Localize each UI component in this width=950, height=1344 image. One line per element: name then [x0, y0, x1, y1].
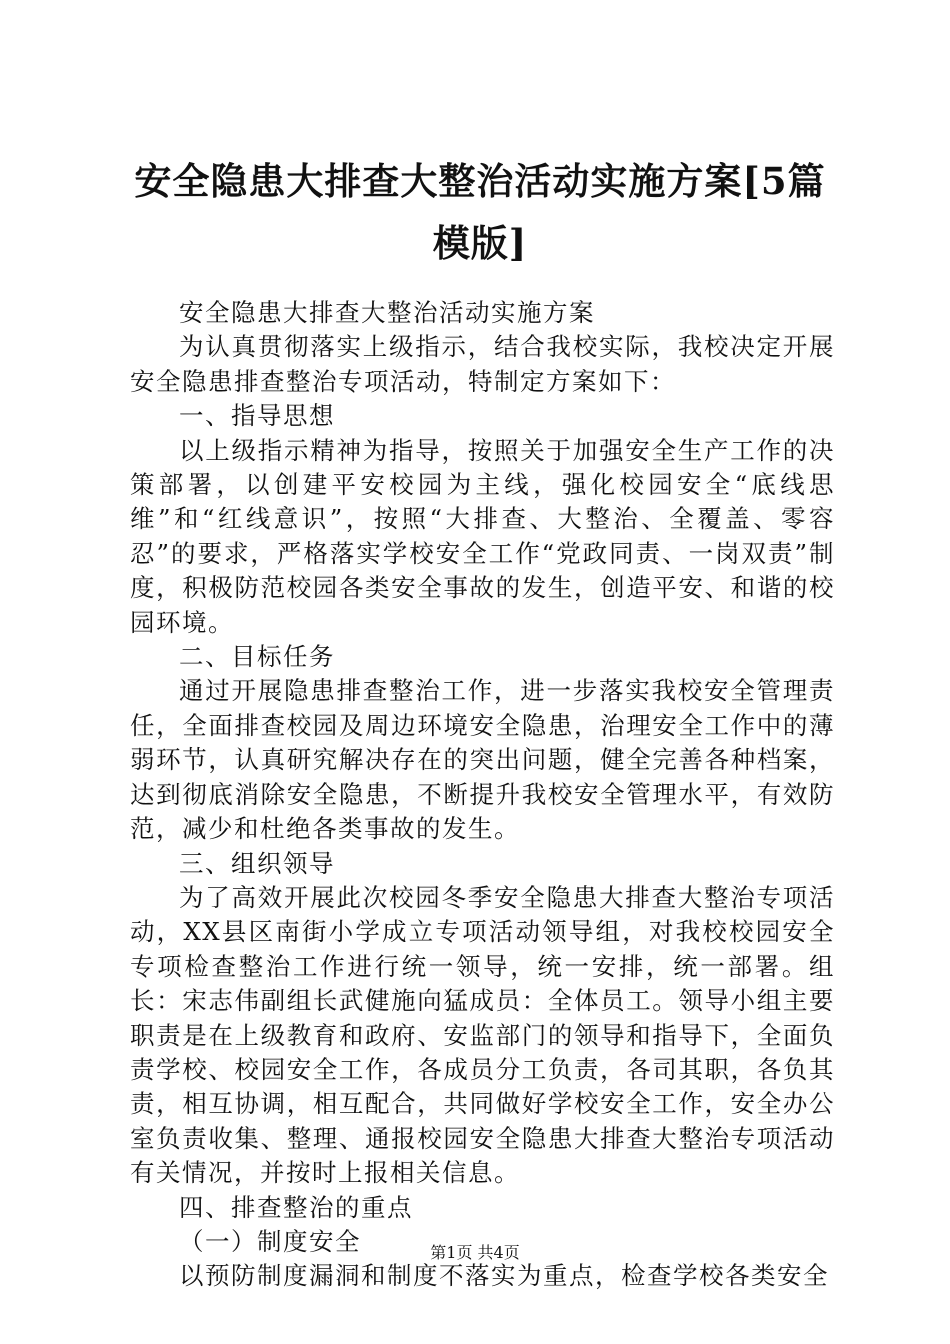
section-heading-2: 二、目标任务	[179, 642, 335, 672]
page-footer: 第1页 共4页	[430, 1243, 520, 1262]
paragraph-subtitle: 安全隐患大排查大整治活动实施方案	[179, 298, 595, 327]
paragraph-organization: 为了高效开展此次校园冬季安全隐患大排查大整治专项活动，XX县区南街小学成立专项活动领导组，对我校校园安全专项检查整治工作进行统一领导，统一安排，统一部署。组长：宋志伟副组长武健施向猛成员：全体员工。领导小组主要职责是在上级教育和政府、安监部门的领导和指导下，全面负责学校、校园安全工作，各成员分工负责，各司其职，各负其责，相互协调，相互配合，共同做好学校安全工作，安全办公室负责收集、整理、通报校园安全隐患大排查大整治专项活动有关情况，并按时上报相关信息。	[130, 882, 835, 1188]
document-title: 安全隐患大排查大整治活动实施方案[5篇模版]	[134, 159, 826, 265]
section-heading-3: 三、组织领导	[179, 848, 335, 878]
document-body	[130, 296, 835, 1294]
section-heading-1: 一、指导思想	[179, 401, 335, 431]
subsection-heading-1: （一）制度安全	[179, 1226, 361, 1256]
paragraph-goals: 通过开展隐患排查整治工作，进一步落实我校安全管理责任，全面排查校园及周边环境安全隐患，治理安全工作中的薄弱环节，认真研究解决存在的突出问题，健全完善各种档案，达到彻底消除安全隐患，不断提升我校安全管理水平，有效防范，减少和杜绝各类事故的发生。	[130, 676, 835, 844]
paragraph-intro: 为认真贯彻落实上级指示，结合我校实际，我校决定开展安全隐患排查整治专项活动，特制定方案如下：	[130, 332, 835, 396]
section-heading-4: 四、排查整治的重点	[179, 1192, 413, 1222]
paragraph-system-safety: 以预防制度漏洞和制度不落实为重点，检查学校各类安全	[179, 1261, 829, 1291]
paragraph-guiding-thought: 以上级指示精神为指导，按照关于加强安全生产工作的决策部署，以创建平安校园为主线，强化校园安全“底线思维”和“红线意识”，按照“大排查、大整治、全覆盖、零容忍”的要求，严格落实学校安全工作“党政同责、一岗双责”制度，积极防范校园各类安全事故的发生，创造平安、和谐的校园环境。	[130, 435, 835, 637]
